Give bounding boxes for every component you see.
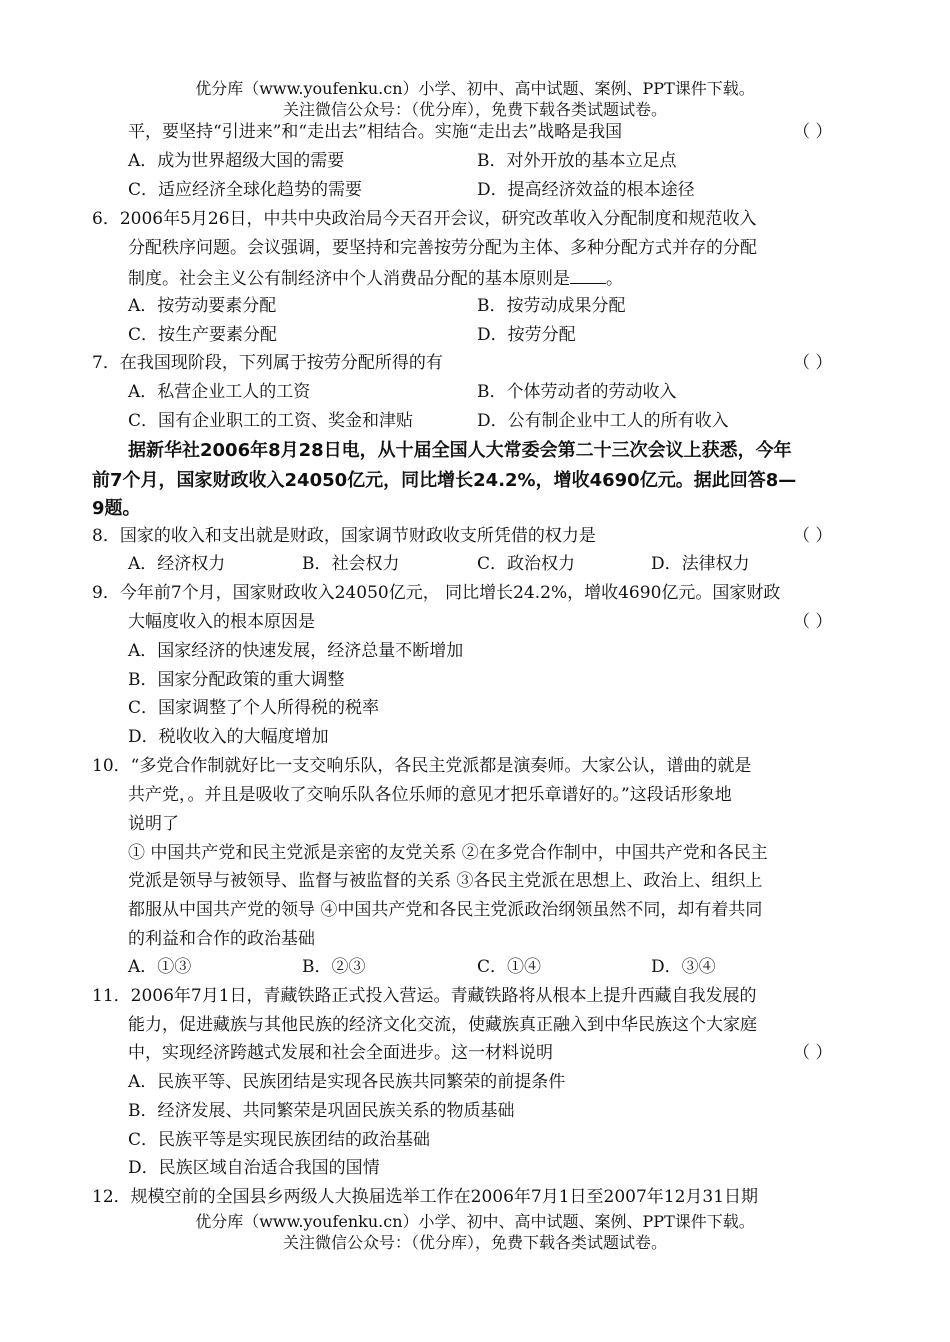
q12-stem-line-1: 12．规模空前的全国县乡两级人大换届选举工作在2006年7月1日至2007年12月31日期 (92, 1187, 759, 1207)
q7-option-b: B．个体劳动者的劳动收入 (477, 382, 677, 402)
q9-option-b: B．国家分配政策的重大调整 (128, 670, 345, 690)
q6-stem-end: 。 (606, 269, 623, 289)
page-footer-line-1: 优分库（www.youfenku.cn）小学、初中、高中试题、案例、PPT课件下载。 (195, 1212, 755, 1231)
q5-option-b: B．对外开放的基本立足点 (477, 151, 677, 171)
q10-statements-line-4: 的利益和合作的政治基础 (128, 929, 315, 949)
q8-answer-paren: （ ） (793, 526, 833, 546)
q10-statements-line-2: 党派是领导与被领导、监督与被监督的关系 ③各民主党派在思想上、政治上、组织上 (128, 871, 763, 891)
page-header-line-1: 优分库（www.youfenku.cn）小学、初中、高中试题、案例、PPT课件下载。 (195, 79, 755, 98)
q10-stem-line-2: 共产党，。并且是吸收了交响乐队各位乐师的意见才把乐章谱好的。”这段话形象地 (128, 785, 732, 805)
q10-option-c: C．①④ (477, 957, 542, 977)
q11-stem-line-1: 11．2006年7月1日，青藏铁路正式投入营运。青藏铁路将从根本上提升西藏自我发展的 (92, 986, 757, 1006)
q6-stem-line-1: 6．2006年5月26日，中共中央政治局今天召开会议，研究改革收入分配制度和规范收入 (92, 209, 757, 229)
q9-option-c: C．国家调整了个人所得税的税率 (128, 698, 380, 718)
material-line-3: 9题。 (92, 498, 141, 519)
q6-option-b: B．按劳动成果分配 (477, 296, 626, 316)
q8-option-c: C．政治权力 (477, 554, 576, 574)
q5-option-a: A．成为世界超级大国的需要 (128, 151, 345, 171)
q7-answer-paren: （ ） (793, 353, 833, 373)
q7-option-a: A．私营企业工人的工资 (128, 382, 311, 402)
material-line-1: 据新华社2006年8月28日电，从十届全国人大常委会第二十三次会议上获悉，今年 (128, 440, 792, 461)
q5-option-c: C．适应经济全球化趋势的需要 (128, 180, 363, 200)
page-footer-line-2: 关注微信公众号：（优分库），免费下载各类试题试卷。 (282, 1233, 667, 1252)
q11-stem-line-3: 中，实现经济跨越式发展和社会全面进步。这一材料说明 (128, 1043, 553, 1063)
q5-stem: 平，要坚持“引进来”和“走出去”相结合。实施“走出去”战略是我国 (128, 122, 623, 142)
q8-option-a: A．经济权力 (128, 554, 226, 574)
q6-option-d: D．按劳分配 (477, 325, 576, 345)
q11-answer-paren: （ ） (793, 1043, 833, 1063)
q11-option-a: A．民族平等、民族团结是实现各民族共同繁荣的前提条件 (128, 1072, 566, 1092)
q8-option-d: D．法律权力 (651, 554, 750, 574)
q6-option-c: C．按生产要素分配 (128, 325, 278, 345)
q9-stem-line-2: 大幅度收入的根本原因是 (128, 612, 315, 632)
q10-option-b: B．②③ (302, 957, 366, 977)
q10-stem-line-1: 10．“多党合作制就好比一支交响乐队，各民主党派都是演奏师。大家公认，谱曲的就是 (92, 756, 752, 776)
q5-option-d: D．提高经济效益的根本途径 (477, 180, 695, 200)
q11-stem-line-2: 能力，促进藏族与其他民族的经济文化交流，使藏族真正融入到中华民族这个大家庭 (128, 1015, 757, 1035)
q8-stem: 8．国家的收入和支出就是财政，国家调节财政收支所凭借的权力是 (92, 526, 596, 546)
q11-option-b: B．经济发展、共同繁荣是巩固民族关系的物质基础 (128, 1101, 515, 1121)
q10-statements-line-3: 都服从中国共产党的领导 ④中国共产党和各民主党派政治纲领虽然不同，却有着共同 (128, 900, 763, 920)
q11-option-c: C．民族平等是实现民族团结的政治基础 (128, 1130, 431, 1150)
q10-statements-line-1: ① 中国共产党和民主党派是亲密的友党关系 ②在多党合作制中，中国共产党和各民主 (128, 843, 768, 863)
q6-stem-text: 制度。社会主义公有制经济中个人消费品分配的基本原则是 (128, 269, 570, 289)
q10-option-d: D．③④ (651, 957, 716, 977)
q5-answer-paren: （ ） (793, 122, 833, 142)
q7-option-d: D．公有制企业中工人的所有收入 (477, 411, 729, 431)
q10-option-a: A．①③ (128, 957, 192, 977)
q9-option-a: A．国家经济的快速发展，经济总量不断增加 (128, 641, 464, 661)
q8-option-b: B．社会权力 (302, 554, 400, 574)
q9-answer-paren: （ ） (793, 612, 833, 632)
q6-option-a: A．按劳动要素分配 (128, 296, 277, 316)
page-header-line-2: 关注微信公众号：（优分库），免费下载各类试题试卷。 (282, 100, 667, 119)
material-line-2: 前7个月，国家财政收入24050亿元，同比增长24.2%，增收4690亿元。据此回答8— (92, 470, 797, 491)
q6-stem-line-3 (128, 265, 623, 291)
q9-option-d: D．税收收入的大幅度增加 (128, 727, 329, 747)
q6-answer-blank (570, 265, 606, 284)
q11-option-d: D．民族区域自治适合我国的国情 (128, 1158, 380, 1178)
q7-option-c: C．国有企业职工的工资、奖金和津贴 (128, 411, 414, 431)
q10-stem-line-3: 说明了 (128, 814, 179, 834)
q9-stem-line-1: 9．今年前7个月，国家财政收入24050亿元， 同比增长24.2%，增收4690亿元。国家财政 (92, 583, 781, 603)
q7-stem: 7．在我国现阶段，下列属于按劳分配所得的有 (92, 353, 443, 373)
q6-stem-line-2: 分配秩序问题。会议强调，要坚持和完善按劳分配为主体、多种分配方式并存的分配 (128, 238, 757, 258)
